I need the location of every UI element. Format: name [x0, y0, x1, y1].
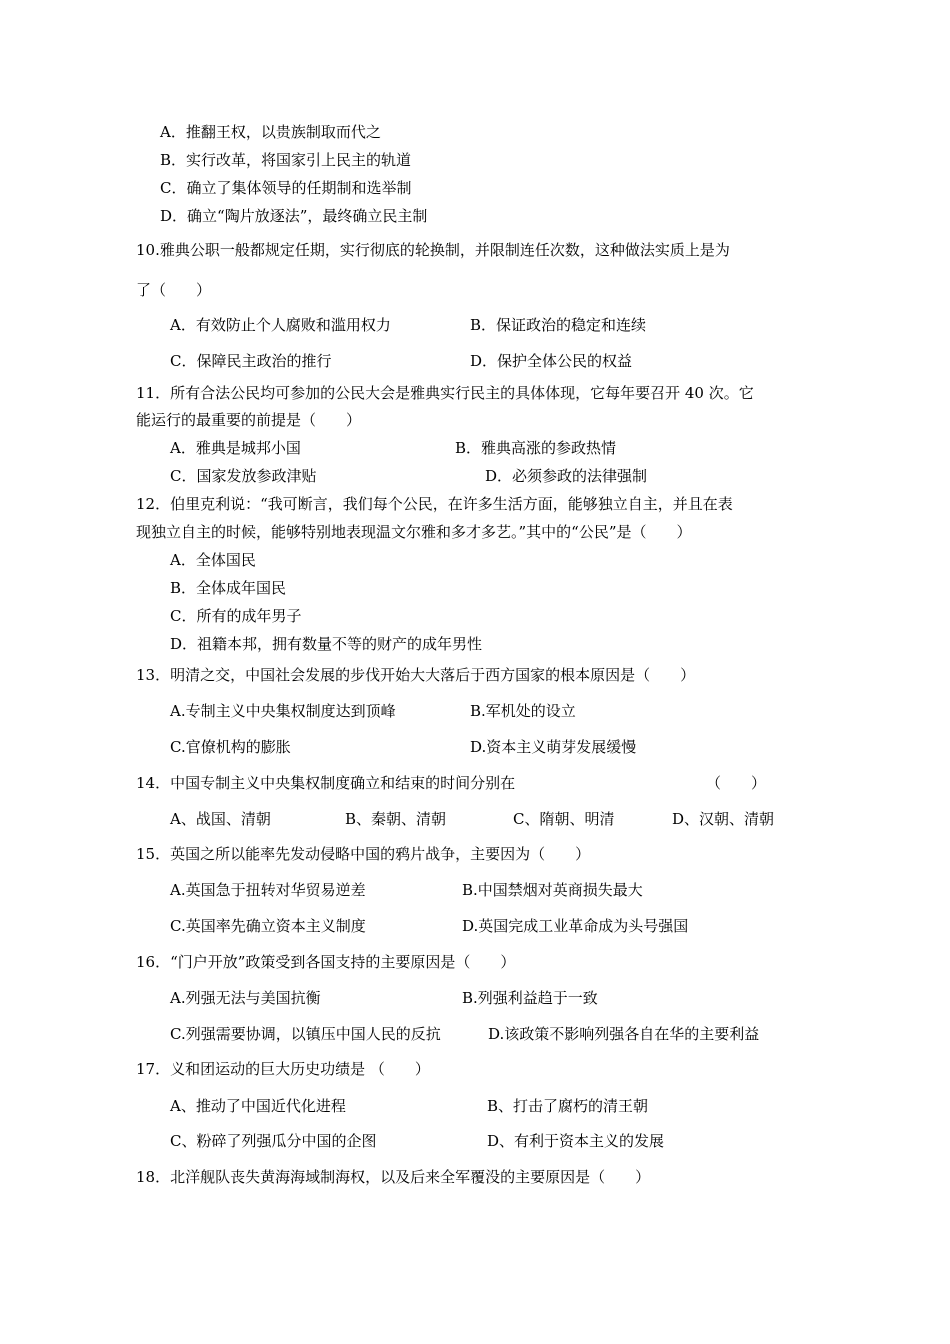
q13-option-c: C.官僚机构的膨胀: [170, 738, 291, 756]
q13-option-d: D.资本主义萌芽发展缓慢: [470, 738, 637, 756]
q15-stem: 15．英国之所以能率先发动侵略中国的鸦片战争，主要因为（ ）: [136, 845, 591, 863]
q16-option-b: B.列强利益趋于一致: [462, 989, 598, 1007]
q17-stem: 17．义和团运动的巨大历史功绩是 （ ）: [136, 1060, 430, 1078]
q14-option-b: B、秦朝、清朝: [345, 810, 447, 828]
q15-option-b: B.中国禁烟对英商损失最大: [462, 881, 643, 899]
q17-option-b: B、打击了腐朽的清王朝: [487, 1097, 649, 1115]
q10-option-c: C．保障民主政治的推行: [170, 352, 332, 370]
q11-stem-line2: 能运行的最重要的前提是（ ）: [136, 411, 362, 429]
q14-option-a: A、战国、清朝: [170, 810, 271, 828]
q9-option-c: C．确立了集体领导的任期制和选举制: [160, 179, 412, 197]
q16-option-a: A.列强无法与美国抗衡: [170, 989, 321, 1007]
q11-option-c: C．国家发放参政津贴: [170, 467, 317, 485]
q10-option-b: B．保证政治的稳定和连续: [470, 316, 647, 334]
q12-option-d: D．祖籍本邦，拥有数量不等的财产的成年男性: [170, 635, 483, 653]
q15-option-a: A.英国急于扭转对华贸易逆差: [170, 881, 366, 899]
q15-option-d: D.英国完成工业革命成为头号强国: [462, 917, 689, 935]
q11-option-a: A．雅典是城邦小国: [170, 439, 301, 457]
q18-stem: 18．北洋舰队丧失黄海海域制海权，以及后来全军覆没的主要原因是（ ）: [136, 1168, 651, 1186]
q9-option-d: D．确立“陶片放逐法”，最终确立民主制: [160, 207, 428, 225]
q16-option-c: C.列强需要协调，以镇压中国人民的反抗: [170, 1025, 441, 1043]
q12-stem-line1: 12．伯里克利说：“我可断言，我们每个公民，在许多生活方面，能够独立自主，并且在表: [136, 495, 733, 513]
q10-option-a: A．有效防止个人腐败和滥用权力: [170, 316, 391, 334]
q12-option-a: A．全体国民: [170, 551, 256, 569]
q14-option-d: D、汉朝、清朝: [672, 810, 775, 828]
q17-option-c: C、粉碎了列强瓜分中国的企图: [170, 1132, 377, 1150]
q10-stem-line1: 10.雅典公职一般都规定任期，实行彻底的轮换制，并限制连任次数，这种做法实质上是为: [136, 241, 730, 259]
q10-option-d: D．保护全体公民的权益: [470, 352, 633, 370]
q10-stem-line2: 了（ ）: [136, 281, 212, 299]
q17-option-a: A、推动了中国近代化进程: [170, 1097, 346, 1115]
q11-option-d: D．必须参政的法律强制: [485, 467, 648, 485]
q12-option-c: C．所有的成年男子: [170, 607, 302, 625]
q14-stem: 14．中国专制主义中央集权制度确立和结束的时间分别在: [136, 774, 516, 792]
q14-option-c: C、隋朝、明清: [513, 810, 615, 828]
q17-option-d: D、有利于资本主义的发展: [487, 1132, 665, 1150]
q13-option-b: B.军机处的设立: [470, 702, 576, 720]
q11-stem-line1: 11．所有合法公民均可参加的公民大会是雅典实行民主的具体体现，它每年要召开 40 次。它: [136, 384, 754, 402]
q13-stem: 13．明清之交，中国社会发展的步伐开始大大落后于西方国家的根本原因是（ ）: [136, 666, 696, 684]
q11-option-b: B．雅典高涨的参政热情: [455, 439, 617, 457]
q16-stem: 16．“门户开放”政策受到各国支持的主要原因是（ ）: [136, 953, 516, 971]
q9-option-a: A．推翻王权，以贵族制取而代之: [160, 123, 381, 141]
q16-option-d: D.该政策不影响列强各自在华的主要利益: [488, 1025, 760, 1043]
q15-option-c: C.英国率先确立资本主义制度: [170, 917, 366, 935]
q12-option-b: B．全体成年国民: [170, 579, 287, 597]
q12-stem-line2: 现独立自主的时候，能够特别地表现温文尔雅和多才多艺。”其中的“公民”是（ ）: [136, 523, 692, 541]
q9-option-b: B．实行改革，将国家引上民主的轨道: [160, 151, 412, 169]
q13-option-a: A.专制主义中央集权制度达到顶峰: [170, 702, 396, 720]
q14-answer-paren: （ ）: [706, 774, 767, 792]
